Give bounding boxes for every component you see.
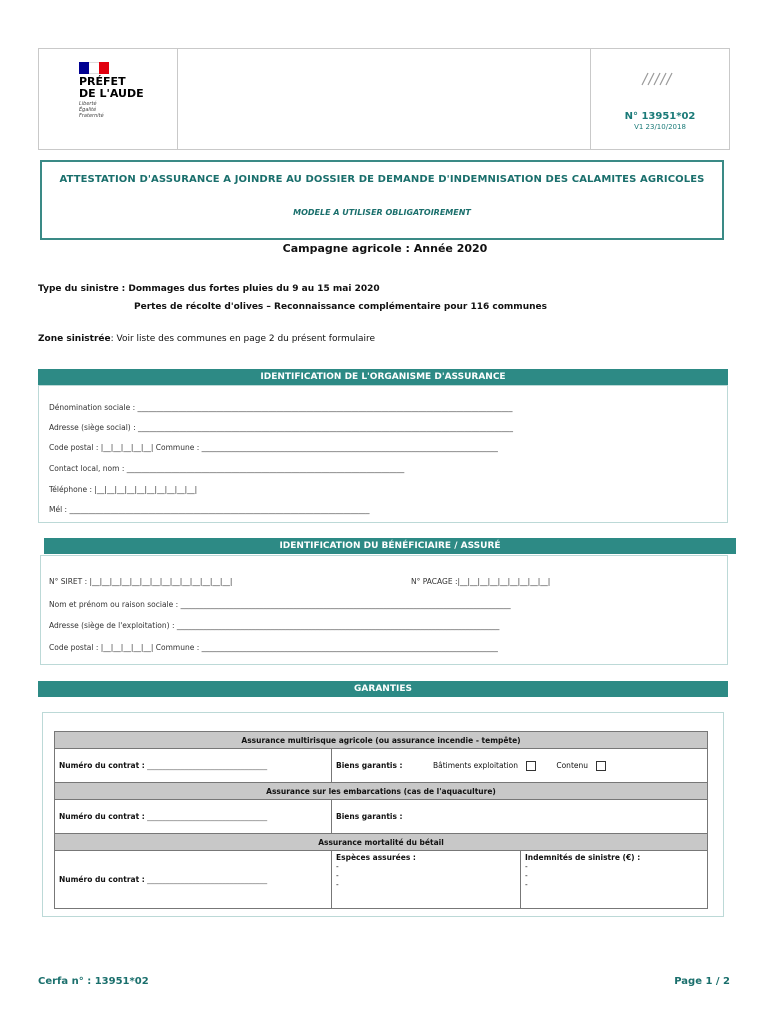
cerfa-logo-icon (639, 71, 675, 87)
indemnites-dash-2: - (525, 871, 528, 880)
beneficiaire-code-postal-field[interactable]: Code postal : |__|__|__|__|__| Commune : _______________________________________________________________________________ (49, 643, 498, 652)
organisme-code-postal-field[interactable]: Code postal : |__|__|__|__|__| Commune : _______________________________________________________________________________ (49, 443, 498, 452)
indemnites-cell[interactable] (521, 851, 708, 909)
sinistre-line (38, 284, 380, 294)
pacage-field[interactable]: N° PACAGE :|__|__|__|__|__|__|__|__|__| (411, 577, 551, 586)
adresse-siege-field[interactable]: Adresse (siège social) : ____________________________________________________________________________________________________ (49, 423, 514, 432)
document-title: ATTESTATION D'ASSURANCE A JOINDRE AU DOSSIER DE DEMANDE D'INDEMNISATION DES CALAMITES AGRICOLES (59, 174, 705, 185)
siret-field[interactable]: N° SIRET : |__|__|__|__|__|__|__|__|__|__|__|__|__|__| (49, 577, 233, 586)
organisme-section-bar: IDENTIFICATION DE L'ORGANISME D'ASSURANCE (38, 369, 728, 385)
contrat-embarcations-cell[interactable] (55, 800, 332, 834)
beneficiaire-section-bar: IDENTIFICATION DU BÉNÉFICIAIRE / ASSURÉ (44, 538, 736, 554)
title-box (40, 160, 724, 240)
biens-label: Biens garantis : (336, 812, 403, 821)
devise-fraternite: Fraternité (79, 113, 104, 119)
zone-label: Zone sinistrée (38, 334, 111, 344)
sinistre-value-2: Pertes de récolte d'olives – Reconnaissance complémentaire pour 116 communes (134, 302, 547, 312)
especes-cell[interactable] (332, 851, 521, 909)
garanties-table (54, 731, 708, 909)
contrat-blank[interactable]: ________________________________ (147, 875, 268, 884)
campagne-title: Campagne agricole : Année 2020 (282, 242, 488, 255)
contrat-label: Numéro du contrat : (59, 875, 145, 884)
garanties-section-bar: GARANTIES (38, 681, 728, 697)
sinistre-label: Type du sinistre (38, 284, 119, 294)
batiments-checkbox[interactable] (526, 761, 536, 771)
indemnites-dash-3: - (525, 880, 528, 889)
biens-embarcations-cell[interactable] (332, 800, 708, 834)
contrat-betail-cell[interactable] (55, 851, 332, 909)
indemnites-dash-1: - (525, 862, 528, 871)
sinistre-value: : Dommages dus fortes pluies du 9 au 15 mai 2020 (121, 284, 380, 294)
cerfa-version: V1 23/10/2018 (634, 123, 686, 131)
biens-label: Biens garantis : (336, 760, 403, 770)
telephone-field[interactable]: Téléphone : |__|__|__|__|__|__|__|__|__|__| (49, 485, 198, 494)
contenu-label: Contenu (556, 760, 588, 770)
cerfa-block (590, 49, 729, 149)
cerfa-number: N° 13951*02 (624, 111, 696, 122)
devise-liberte: Liberté (79, 101, 97, 107)
prefet-title (79, 76, 144, 100)
especes-dash-1: - (336, 862, 339, 871)
mel-field[interactable]: Mél : ________________________________________________________________________________ (49, 505, 370, 514)
document-subtitle: MODELE A UTILISER OBLIGATOIREMENT (293, 208, 471, 217)
denomination-field[interactable]: Dénomination sociale : ____________________________________________________________________________________________________ (49, 403, 513, 412)
header-block (38, 48, 730, 150)
prefet-line1: PRÉFET (79, 75, 126, 88)
contrat-blank[interactable]: ________________________________ (147, 761, 268, 770)
footer-page-number: Page 1 / 2 (674, 976, 730, 987)
especes-dash-2: - (336, 871, 339, 880)
especes-dash-3: - (336, 880, 339, 889)
contenu-checkbox[interactable] (596, 761, 606, 771)
contact-local-field[interactable]: Contact local, nom : __________________________________________________________________________ (49, 464, 405, 473)
section-betail-header: Assurance mortalité du bétail (55, 834, 708, 851)
batiments-label: Bâtiments exploitation (432, 760, 518, 770)
section-embarcations-header: Assurance sur les embarcations (cas de l'aquaculture) (55, 783, 708, 800)
marianne-flag-icon (79, 62, 109, 74)
devise-egalite: Égalité (79, 107, 97, 113)
contrat-label: Numéro du contrat : (59, 812, 145, 821)
zone-line (38, 334, 375, 344)
contrat-multirisque-cell[interactable] (55, 749, 332, 783)
contrat-label: Numéro du contrat : (59, 761, 145, 770)
biens-multirisque-cell (332, 749, 708, 783)
section-multirisque-header: Assurance multirisque agricole (ou assurance incendie - tempête) (55, 732, 708, 749)
footer-cerfa: Cerfa n° : 13951*02 (38, 976, 149, 987)
especes-label: Espèces assurées : (336, 853, 416, 862)
prefecture-logo-block (39, 49, 178, 149)
zone-value: : Voir liste des communes en page 2 du présent formulaire (110, 334, 376, 344)
contrat-blank[interactable]: ________________________________ (147, 812, 268, 821)
adresse-exploitation-field[interactable]: Adresse (siège de l'exploitation) : ______________________________________________________________________________________ (49, 621, 500, 630)
prefet-line2: DE L'AUDE (79, 87, 144, 100)
devise (79, 101, 104, 119)
nom-field[interactable]: Nom et prénom ou raison sociale : ________________________________________________________________________________________ (49, 600, 511, 609)
indemnites-label: Indemnités de sinistre (€) : (525, 853, 641, 862)
